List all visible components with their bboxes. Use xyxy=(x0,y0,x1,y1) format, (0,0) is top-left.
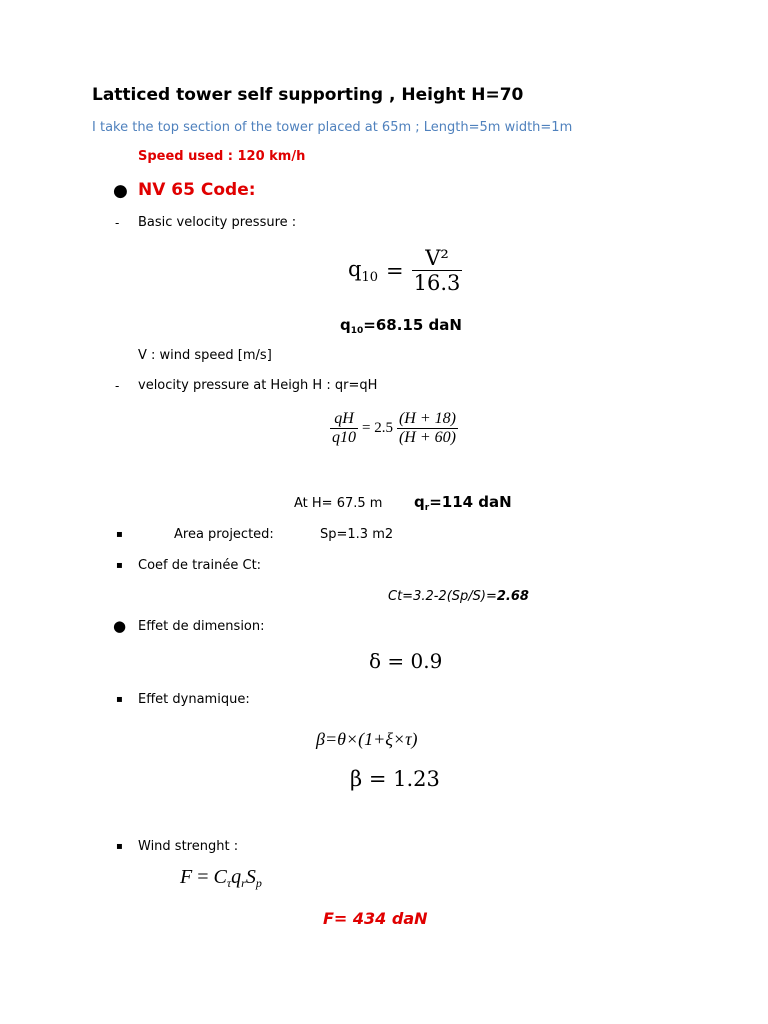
qh-formula-mid: = 2.5 xyxy=(362,420,393,436)
dimension-label: Effet de dimension: xyxy=(138,619,265,634)
wind-label: Wind strenght : xyxy=(138,839,239,854)
qh-formula xyxy=(330,410,458,447)
page-title: Latticed tower self supporting , Height H=70 xyxy=(92,85,524,105)
delta-formula: δ = 0.9 xyxy=(369,649,443,673)
square-bullet-icon: ▪ xyxy=(116,694,123,705)
dynamic-label: Effet dynamique: xyxy=(138,692,250,707)
coef-label: Coef de trainée Ct: xyxy=(138,558,262,573)
square-bullet-icon: ▪ xyxy=(116,560,123,571)
wind-result: F= 434 daN xyxy=(323,909,428,928)
basic-velocity-label: Basic velocity pressure : xyxy=(138,215,297,230)
bullet-dot-icon: ● xyxy=(113,181,128,201)
dash-bullet-icon: - xyxy=(115,379,120,393)
square-bullet-icon: ▪ xyxy=(116,841,123,852)
beta-formula: β=θ×(1+ξ×τ) xyxy=(316,729,418,749)
q10-formula-equals: = xyxy=(386,258,404,283)
speed-used: Speed used : 120 km/h xyxy=(138,149,306,164)
v-note: V : wind speed [m/s] xyxy=(138,348,272,363)
coef-result: 2.68 xyxy=(496,589,529,604)
q10-formula-numerator: V² xyxy=(425,246,449,270)
coef-formula: Ct=3.2-2(Sp/S)=2.68 xyxy=(388,589,529,604)
intro-text: I take the top section of the tower placed at 65m ; Length=5m width=1m xyxy=(92,120,573,135)
qh-fraction-left: $\frac{qH}{q10}$ xyxy=(332,410,356,446)
velocity-height-label: velocity pressure at Heigh H : qr=qH xyxy=(138,378,378,393)
code-heading: NV 65 Code: xyxy=(138,180,256,200)
square-bullet-icon: ▪ xyxy=(116,529,123,540)
dash-bullet-icon: - xyxy=(115,216,120,230)
area-label: Area projected: xyxy=(174,527,274,542)
q10-result: $q_{10}=68.15$ daN xyxy=(340,316,462,336)
at-height-text: At H= 67.5 m xyxy=(294,496,383,511)
qh-fraction-right: $\frac{(H + 18)}{(H + 60)}$ xyxy=(398,410,456,446)
q10-formula-denominator: 16.3 xyxy=(413,271,461,295)
q10-formula-lhs: $q_{10}$ xyxy=(348,256,378,285)
q10-formula xyxy=(348,246,462,295)
beta-result: β = 1.23 xyxy=(350,767,440,791)
wind-formula: $F = C_\tau q_rS_p$ xyxy=(180,866,262,890)
q10-formula-fraction xyxy=(412,246,463,295)
area-value: Sp=1.3 m2 xyxy=(320,527,394,542)
bullet-dot-icon: ● xyxy=(113,617,127,635)
qr-result: $q_r=114$ daN xyxy=(414,493,512,513)
